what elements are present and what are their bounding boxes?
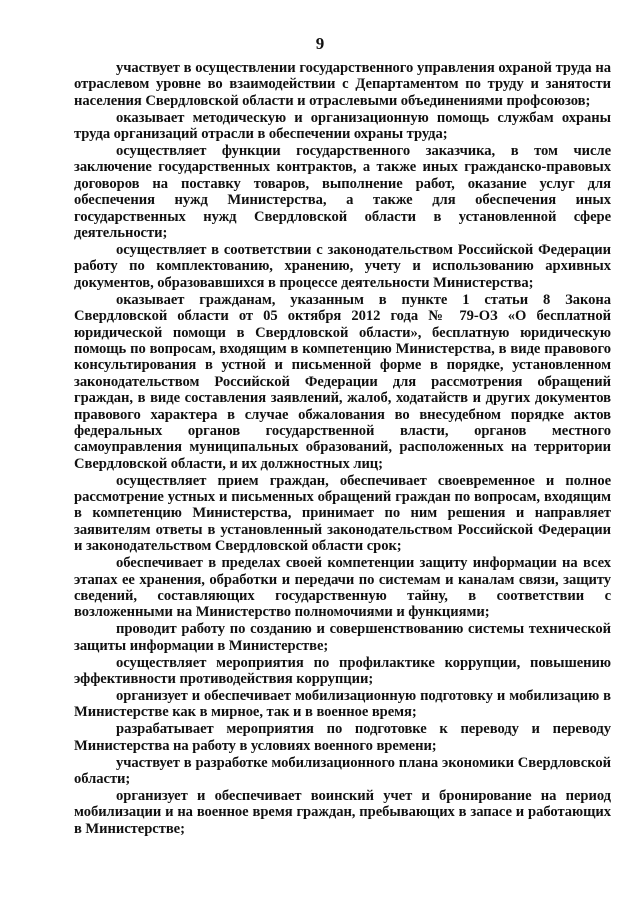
paragraph-technical-protection-system: проводит работу по созданию и совершенствованию системы технической защиты информации в Министерстве; (74, 621, 611, 654)
paragraph-wartime-transfer: разрабатывает мероприятия по подготовке к переводу и переводу Министерства на работу в условиях военного времени; (74, 721, 611, 754)
paragraph-methodological-assistance: оказывает методическую и организационную помощь службам охраны труда организаций отрасли в обеспечении охраны труда; (74, 109, 611, 143)
paragraph-information-protection: обеспечивает в пределах своей компетенции защиту информации на всех этапах ее хранения, обработки и передачи по системам и каналам связи, защиту сведений, составляющих государственную тайну, в соответствии с возложенными на Министерство полномочиями и функциями; (74, 555, 611, 621)
paragraph-military-registration: организует и обеспечивает воинский учет и бронирование на период мобилизации и на военное время граждан, пребывающих в запасе и работающих в Министерстве; (74, 787, 611, 837)
paragraph-occupational-safety-management: участвует в осуществлении государственного управления охраной труда на отраслевом уровне во взаимодействии с Департаментом по труду и занятости населения Свердловской области и отраслевыми объединениями профсоюзов; (74, 60, 611, 109)
paragraph-archival-documents: осуществляет в соответствии с законодательством Российской Федерации работу по комплектованию, хранению, учету и использованию архивных документов, образовавшихся в процессе деятельности Министерства; (74, 241, 611, 291)
paragraph-mobilization-plan: участвует в разработке мобилизационного плана экономики Свердловской области; (74, 754, 611, 787)
paragraph-anti-corruption: осуществляет мероприятия по профилактике коррупции, повышению эффективности противодействия коррупции; (74, 654, 611, 688)
paragraph-citizen-appeals: осуществляет прием граждан, обеспечивает своевременное и полное рассмотрение устных и письменных обращений граждан по вопросам, входящим в компетенцию Министерства, принимает по ним решения и направляет заявителям ответы в установленный законодательством Российской Федерации и законодательством Свердловской области срок; (74, 472, 611, 555)
paragraph-state-customer-functions: осуществляет функции государственного заказчика, в том числе заключение государственных контрактов, а также иных гражданско-правовых договоров на поставку товаров, выполнение работ, оказание услуг для обеспечения нужд Министерства, а также для обеспечения иных государственных нужд Свердловской области в установленной сфере деятельности; (74, 143, 611, 242)
document-body (74, 60, 611, 837)
paragraph-mobilization-preparation: организует и обеспечивает мобилизационную подготовку и мобилизацию в Министерстве как в мирное, так и в военное время; (74, 687, 611, 721)
paragraph-free-legal-aid: оказывает гражданам, указанным в пункте 1 статьи 8 Закона Свердловской области от 05 октября 2012 года № 79-ОЗ «О бесплатной юридической помощи в Свердловской области», бесплатную юридическую помощь по вопросам, входящим в компетенцию Министерства, в виде правового консультирования в устной и письменной форме в порядке, установленном законодательством Российской Федерации для рассмотрения обращений граждан, в виде составления заявлений, жалоб, ходатайств и других документов правового характера в случае обжалования во внесудебном порядке актов федеральных органов государственной власти, органов местного самоуправления муниципальных образований, расположенных на территории Свердловской области, и их должностных лиц; (74, 291, 611, 472)
page-number: 9 (315, 34, 325, 53)
